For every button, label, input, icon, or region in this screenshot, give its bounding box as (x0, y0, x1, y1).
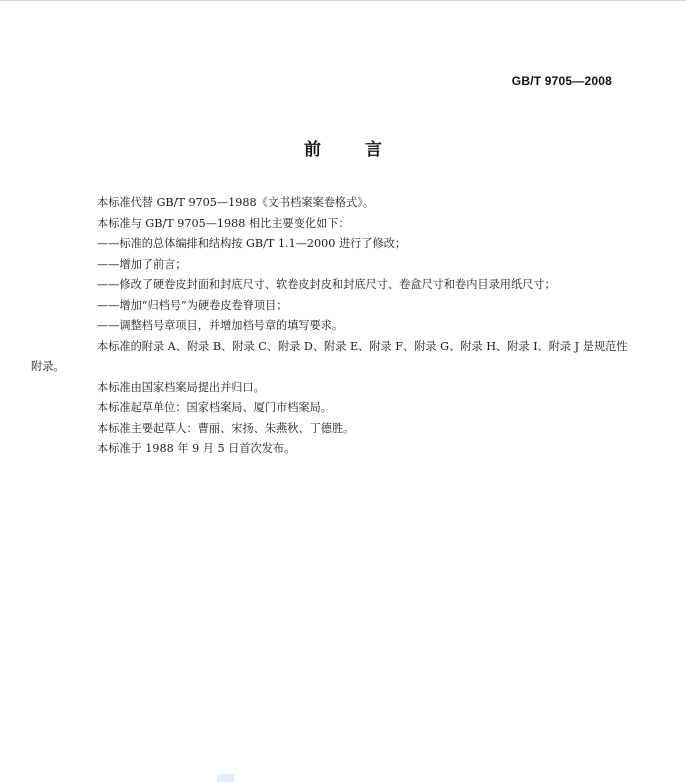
list-item: ——增加“归档号”为硬卷皮卷脊项目； (97, 298, 288, 312)
standard-code: GB/T 9705—2008 (511, 74, 612, 88)
appendix-paragraph-continuation (31, 357, 615, 378)
paragraph: 本标准代替 GB/T 9705—1988《文书档案案卷格式》。 (97, 196, 375, 209)
appendix-paragraph (75, 337, 628, 358)
scan-artifact (217, 774, 234, 782)
paragraph: 本标准于 1988 年 9 月 5 日首次发布。 (97, 442, 296, 455)
list-item: ——增加了前言； (97, 257, 187, 271)
appendix-line-2: 附录。 (31, 360, 65, 373)
list-item: ——修改了硬卷皮封面和封底尺寸、软卷皮封皮和封底尺寸、卷盒尺寸和卷内目录用纸尺寸； (97, 278, 556, 291)
foreword-body (31, 193, 628, 460)
page-title: 前言 (304, 140, 426, 160)
list-item: ——标准的总体编排和结构按 GB/T 1.1—2000 进行了修改； (97, 237, 407, 250)
paragraph: 本标准主要起草人：曹丽、宋扬、朱燕秋、丁德胜。 (97, 421, 355, 435)
paragraph: 本标准起草单位：国家档案局、厦门市档案局。 (97, 401, 332, 414)
list-item: ——调整档号章项目，并增加档号章的填写要求。 (97, 319, 344, 332)
appendix-line-1: 本标准的附录 A、附录 B、附录 C、附录 D、附录 E、附录 F、附录 G、附录 H、附录 I、附录 J 是规范性 (97, 339, 628, 353)
paragraph: 本标准与 GB/T 9705—1988 相比主要变化如下： (97, 216, 350, 230)
paragraph: 本标准由国家档案局提出并归口。 (97, 380, 265, 394)
